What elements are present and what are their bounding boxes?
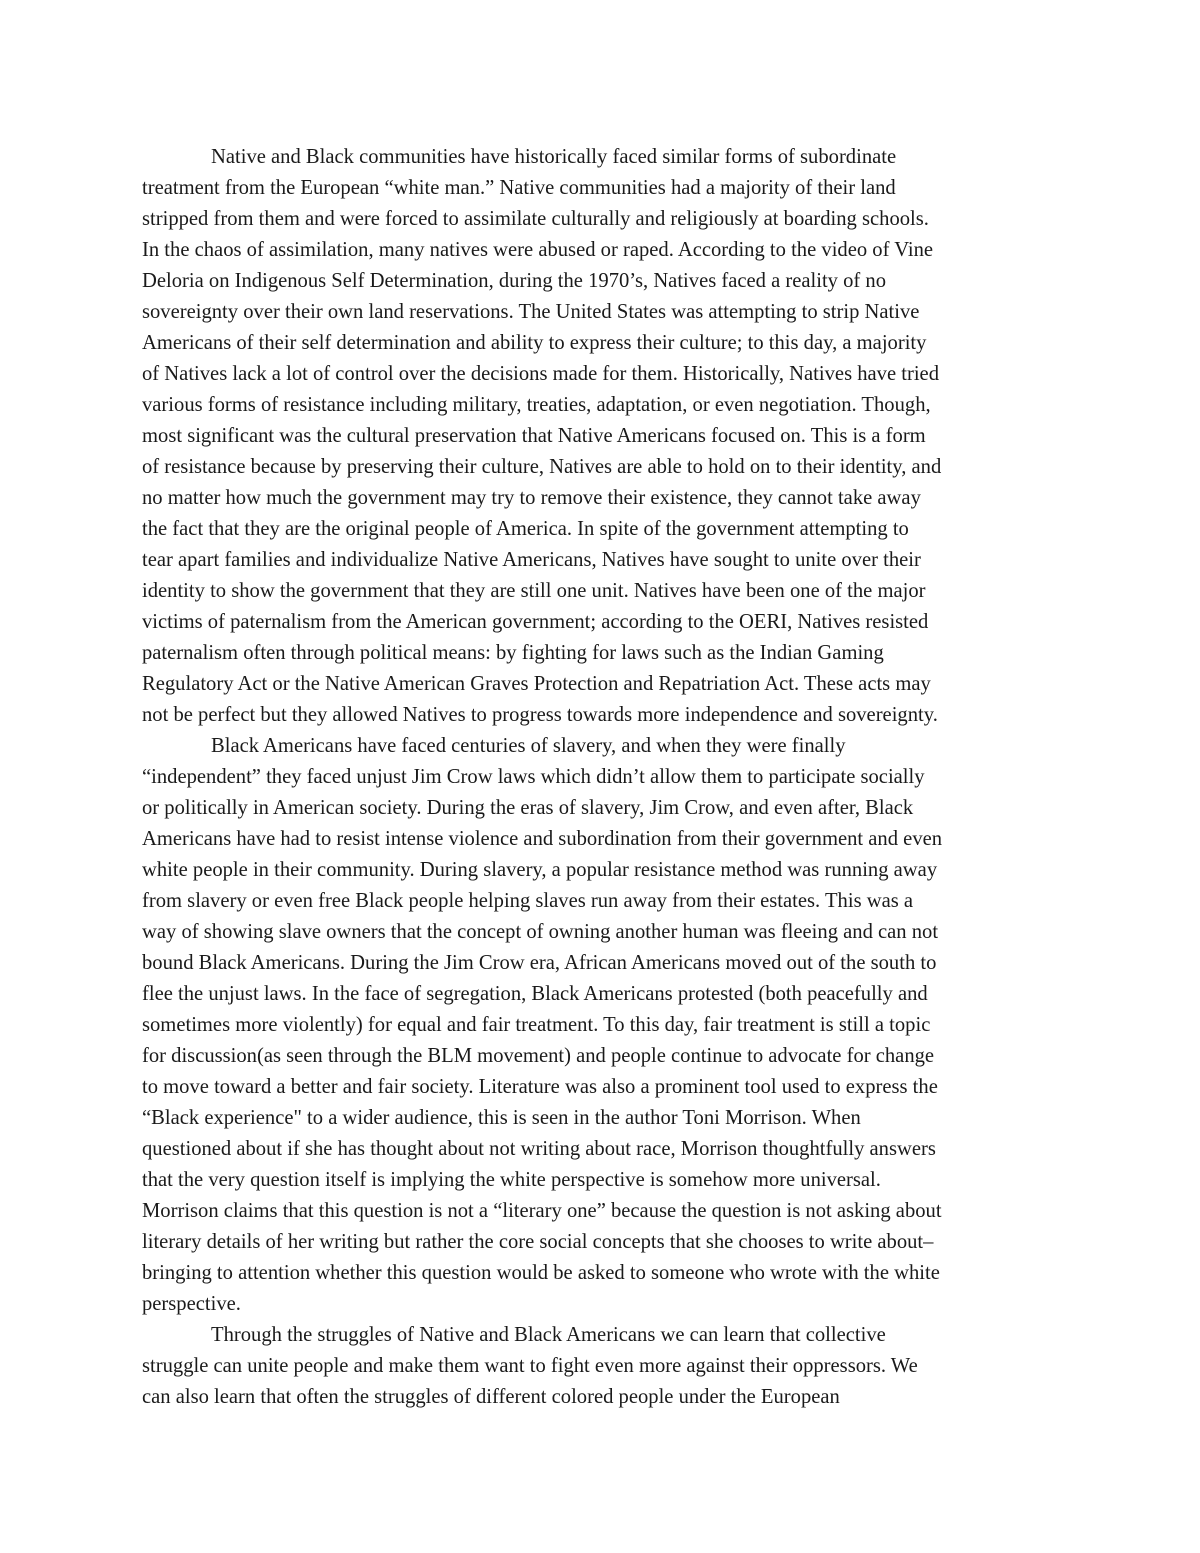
text-line: Morrison claims that this question is not a “literary one” because the question is not asking about	[142, 1200, 942, 1222]
text-line: most significant was the cultural preservation that Native Americans focused on. This is a form	[142, 425, 926, 447]
text-line: no matter how much the government may try to remove their existence, they cannot take away	[142, 487, 921, 509]
text-line: treatment from the European “white man.” Native communities had a majority of their land	[142, 177, 896, 199]
text-line: can also learn that often the struggles of different colored people under the European	[142, 1386, 840, 1408]
paragraph-conclusion	[142, 1320, 1062, 1413]
text-line: identity to show the government that they are still one unit. Natives have been one of the major	[142, 580, 926, 602]
text-line: Americans of their self determination and ability to express their culture; to this day, a majority	[142, 332, 927, 354]
text-line: bound Black Americans. During the Jim Crow era, African Americans moved out of the south to	[142, 952, 937, 974]
text-line: way of showing slave owners that the concept of owning another human was fleeing and can not	[142, 921, 939, 943]
text-line: Native and Black communities have historically faced similar forms of subordinate	[211, 146, 897, 168]
paragraph-native-communities	[142, 142, 1062, 731]
text-line: tear apart families and individualize Native Americans, Natives have sought to unite over their	[142, 549, 921, 571]
text-line: bringing to attention whether this question would be asked to someone who wrote with the white	[142, 1262, 940, 1284]
text-line: that the very question itself is implying the white perspective is somehow more universal.	[142, 1169, 881, 1191]
text-line: sometimes more violently) for equal and fair treatment. To this day, fair treatment is still a topic	[142, 1014, 931, 1036]
text-line: of Natives lack a lot of control over the decisions made for them. Historically, Natives have tried	[142, 363, 939, 385]
text-line: perspective.	[142, 1293, 241, 1315]
text-line: Black Americans have faced centuries of slavery, and when they were finally	[211, 735, 846, 757]
text-line: white people in their community. During slavery, a popular resistance method was running away	[142, 859, 938, 881]
text-line: the fact that they are the original people of America. In spite of the government attempting to	[142, 518, 909, 540]
text-line: stripped from them and were forced to assimilate culturally and religiously at boarding schools.	[142, 208, 929, 230]
text-line: of resistance because by preserving their culture, Natives are able to hold on to their identity, and	[142, 456, 942, 478]
text-line: “Black experience" to a wider audience, this is seen in the author Toni Morrison. When	[142, 1107, 861, 1129]
essay-body	[142, 142, 1062, 1413]
text-line: from slavery or even free Black people helping slaves run away from their estates. This was a	[142, 890, 914, 912]
text-line: “independent” they faced unjust Jim Crow laws which didn’t allow them to participate socially	[142, 766, 925, 788]
paragraph-black-americans	[142, 731, 1062, 1320]
text-line: literary details of her writing but rather the core social concepts that she chooses to write about–	[142, 1231, 934, 1253]
text-line: struggle can unite people and make them want to fight even more against their oppressors. We	[142, 1355, 918, 1377]
text-line: victims of paternalism from the American government; according to the OERI, Natives resisted	[142, 611, 929, 633]
text-line: questioned about if she has thought about not writing about race, Morrison thoughtfully answers	[142, 1138, 936, 1160]
text-line: paternalism often through political means: by fighting for laws such as the Indian Gaming	[142, 642, 884, 664]
text-line: not be perfect but they allowed Natives to progress towards more independence and sovereignty.	[142, 704, 938, 726]
text-line: Regulatory Act or the Native American Graves Protection and Repatriation Act. These acts may	[142, 673, 931, 695]
text-line: or politically in American society. During the eras of slavery, Jim Crow, and even after, Black	[142, 797, 914, 819]
text-line: various forms of resistance including military, treaties, adaptation, or even negotiation. Though,	[142, 394, 931, 416]
text-line: for discussion(as seen through the BLM movement) and people continue to advocate for change	[142, 1045, 935, 1067]
text-line: Deloria on Indigenous Self Determination, during the 1970’s, Natives faced a reality of no	[142, 270, 887, 292]
text-line: In the chaos of assimilation, many natives were abused or raped. According to the video of Vine	[142, 239, 934, 261]
text-line: sovereignty over their own land reservations. The United States was attempting to strip Native	[142, 301, 920, 323]
text-line: to move toward a better and fair society. Literature was also a prominent tool used to express the	[142, 1076, 938, 1098]
text-line: flee the unjust laws. In the face of segregation, Black Americans protested (both peacefully and	[142, 983, 928, 1005]
text-line: Through the struggles of Native and Black Americans we can learn that collective	[211, 1324, 886, 1346]
text-line: Americans have had to resist intense violence and subordination from their government and even	[142, 828, 943, 850]
